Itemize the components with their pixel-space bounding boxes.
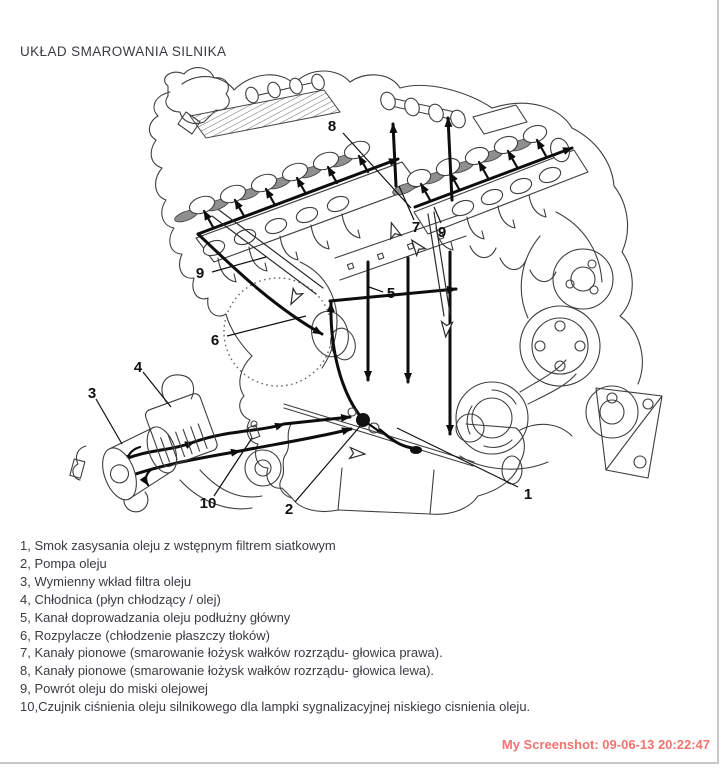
callout-9-left: 9 [195,265,205,282]
callout-10: 10 [199,495,217,512]
page-border-right [717,0,719,763]
legend-item-7: 7, Kanały pionowe (smarowanie łożysk wałków rozrządu- głowica prawa). [20,645,443,661]
watermark-text: My Screenshot: 09-06-13 20:22:47 [501,737,710,752]
legend-item-6: 6, Rozpylacze (chłodzenie płaszczy tłoków) [20,627,270,643]
legend-item-1: 1, Smok zasysania oleju z wstępnym filtrem siatkowym [20,538,336,553]
legend-item-2: 2, Pompa oleju [20,555,107,571]
engine-outline [70,68,662,515]
callout-2: 2 [284,501,294,518]
legend-item-10: 10,Czujnik ciśnienia oleju silnikowego dla lampki sygnalizacyjnej niskiego cisnienia oleju. [20,699,531,715]
legend-item-3: 3, Wymienny wkład filtra oleju [20,573,192,589]
callout-9-right: 9 [437,224,447,241]
page-title: UKŁAD SMAROWANIA SILNIKA [20,44,227,59]
callout-1: 1 [523,486,533,503]
legend-item-8: 8, Kanały pionowe (smarowanie łożysk wałków rozrządu- głowica lewa). [20,663,435,679]
legend-item-5: 5, Kanał doprowadzania oleju podłużny główny [20,609,291,625]
callout-6: 6 [210,332,220,349]
callout-7: 7 [411,219,421,236]
oil-lines [118,118,572,485]
callouts [88,118,532,518]
callout-5: 5 [386,285,396,302]
legend-item-4: 4, Chłodnica (płyn chłodzący / olej) [20,591,221,607]
page-border-bottom [0,762,719,764]
callout-8: 8 [327,118,337,135]
legend [20,537,530,716]
callout-3: 3 [87,385,97,402]
oil-components [94,369,422,504]
legend-item-9: 9, Powrót oleju do miski olejowej [20,681,208,697]
callout-4: 4 [133,359,143,376]
